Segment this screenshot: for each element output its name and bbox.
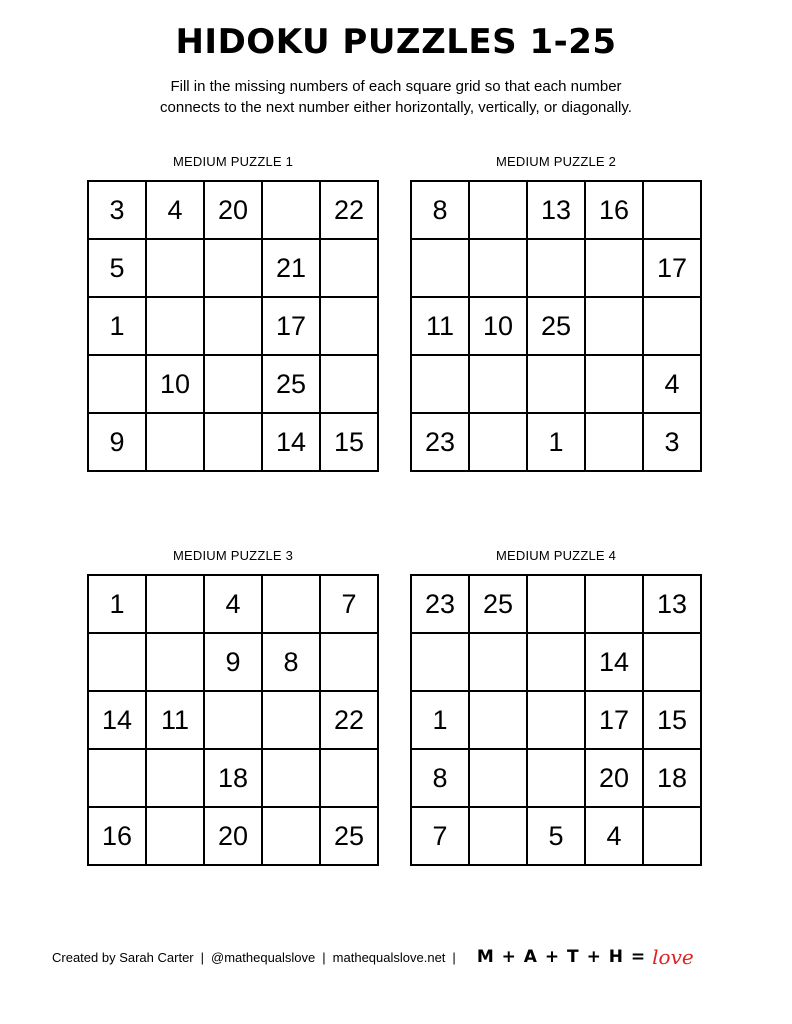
grid-cell bbox=[469, 807, 527, 865]
grid-cell: 5 bbox=[88, 239, 146, 297]
grid-cell: 8 bbox=[411, 181, 469, 239]
grid-cell: 3 bbox=[88, 181, 146, 239]
grid-cell: 10 bbox=[469, 297, 527, 355]
grid-cell: 20 bbox=[204, 181, 262, 239]
grid-cell bbox=[469, 749, 527, 807]
grid-cell: 14 bbox=[262, 413, 320, 471]
grid-cell: 18 bbox=[204, 749, 262, 807]
instructions bbox=[0, 76, 792, 118]
footer-handle: @mathequalslove bbox=[211, 949, 316, 965]
grid-cell bbox=[204, 413, 262, 471]
grid-cell: 13 bbox=[643, 575, 701, 633]
grid-cell bbox=[643, 807, 701, 865]
grid-cell: 20 bbox=[204, 807, 262, 865]
grid-cell bbox=[411, 633, 469, 691]
grid-cell bbox=[469, 181, 527, 239]
grid-cell bbox=[204, 691, 262, 749]
grid-cell: 14 bbox=[585, 633, 643, 691]
grid-cell: 22 bbox=[320, 691, 378, 749]
grid-cell bbox=[146, 749, 204, 807]
grid-cell bbox=[643, 633, 701, 691]
grid-cell bbox=[88, 633, 146, 691]
grid-cell bbox=[146, 807, 204, 865]
grid-cell bbox=[585, 297, 643, 355]
grid-cell bbox=[146, 297, 204, 355]
grid-cell bbox=[469, 633, 527, 691]
grid-cell: 9 bbox=[88, 413, 146, 471]
grid-cell: 1 bbox=[527, 413, 585, 471]
grid-cell: 17 bbox=[262, 297, 320, 355]
grid-cell bbox=[88, 355, 146, 413]
puzzle-label: MEDIUM PUZZLE 2 bbox=[495, 154, 616, 169]
grid-cell bbox=[262, 575, 320, 633]
grid-cell bbox=[146, 239, 204, 297]
grid-cell bbox=[585, 239, 643, 297]
grid-cell bbox=[320, 633, 378, 691]
footer-separator: | bbox=[200, 949, 205, 965]
puzzle-grid bbox=[87, 180, 379, 472]
grid-cell bbox=[262, 181, 320, 239]
grid-cell: 9 bbox=[204, 633, 262, 691]
grid-cell bbox=[469, 239, 527, 297]
puzzle-label: MEDIUM PUZZLE 1 bbox=[172, 154, 293, 169]
grid-cell: 23 bbox=[411, 575, 469, 633]
grid-cell: 1 bbox=[411, 691, 469, 749]
grid-cell: 18 bbox=[643, 749, 701, 807]
puzzle-2 bbox=[410, 154, 702, 472]
grid-cell bbox=[585, 575, 643, 633]
puzzle-3 bbox=[87, 548, 379, 866]
grid-cell: 8 bbox=[411, 749, 469, 807]
grid-cell bbox=[204, 239, 262, 297]
grid-cell bbox=[585, 355, 643, 413]
page-title: HIDOKU PUZZLES 1-25 bbox=[175, 22, 617, 62]
grid-cell bbox=[469, 355, 527, 413]
grid-cell bbox=[204, 355, 262, 413]
puzzle-grid bbox=[410, 574, 702, 866]
grid-cell: 11 bbox=[146, 691, 204, 749]
grid-cell: 25 bbox=[320, 807, 378, 865]
instructions-line-1: Fill in the missing numbers of each square grid so that each number bbox=[170, 78, 622, 95]
grid-cell bbox=[585, 413, 643, 471]
grid-cell bbox=[527, 633, 585, 691]
grid-cell bbox=[262, 807, 320, 865]
grid-cell: 5 bbox=[527, 807, 585, 865]
grid-cell: 21 bbox=[262, 239, 320, 297]
grid-cell bbox=[643, 181, 701, 239]
grid-cell bbox=[320, 239, 378, 297]
footer-website: mathequalslove.net bbox=[332, 949, 446, 965]
puzzle-grid bbox=[410, 180, 702, 472]
brand-love-logo: love bbox=[652, 945, 694, 969]
grid-cell bbox=[262, 691, 320, 749]
grid-cell bbox=[204, 297, 262, 355]
grid-cell: 4 bbox=[146, 181, 204, 239]
grid-cell: 4 bbox=[585, 807, 643, 865]
grid-cell bbox=[527, 239, 585, 297]
grid-cell: 25 bbox=[527, 297, 585, 355]
grid-cell bbox=[527, 355, 585, 413]
grid-cell: 11 bbox=[411, 297, 469, 355]
grid-cell bbox=[411, 239, 469, 297]
grid-cell bbox=[320, 749, 378, 807]
grid-cell: 14 bbox=[88, 691, 146, 749]
puzzle-1 bbox=[87, 154, 379, 472]
grid-cell bbox=[527, 575, 585, 633]
grid-cell: 1 bbox=[88, 575, 146, 633]
instructions-line-2: connects to the next number either horizontally, vertically, or diagonally. bbox=[160, 99, 632, 116]
footer-separator: | bbox=[322, 949, 326, 965]
grid-cell bbox=[320, 355, 378, 413]
grid-cell bbox=[146, 575, 204, 633]
brand-logo: M + A + T + H = bbox=[476, 947, 647, 967]
grid-cell bbox=[88, 749, 146, 807]
grid-cell: 17 bbox=[585, 691, 643, 749]
grid-cell bbox=[146, 633, 204, 691]
puzzle-label: MEDIUM PUZZLE 3 bbox=[172, 548, 293, 563]
grid-cell: 13 bbox=[527, 181, 585, 239]
grid-cell bbox=[320, 297, 378, 355]
puzzle-grid bbox=[87, 574, 379, 866]
grid-cell: 20 bbox=[585, 749, 643, 807]
grid-cell: 16 bbox=[88, 807, 146, 865]
grid-cell: 7 bbox=[411, 807, 469, 865]
grid-cell bbox=[469, 691, 527, 749]
footer-separator: | bbox=[452, 949, 456, 965]
puzzle-4 bbox=[410, 548, 702, 866]
grid-cell: 8 bbox=[262, 633, 320, 691]
grid-cell bbox=[527, 691, 585, 749]
grid-cell: 22 bbox=[320, 181, 378, 239]
grid-cell bbox=[146, 413, 204, 471]
grid-cell: 16 bbox=[585, 181, 643, 239]
puzzle-label: MEDIUM PUZZLE 4 bbox=[495, 548, 616, 563]
grid-cell: 25 bbox=[469, 575, 527, 633]
grid-cell: 4 bbox=[643, 355, 701, 413]
grid-cell: 4 bbox=[204, 575, 262, 633]
grid-cell: 17 bbox=[643, 239, 701, 297]
grid-cell bbox=[262, 749, 320, 807]
grid-cell: 7 bbox=[320, 575, 378, 633]
grid-cell: 25 bbox=[262, 355, 320, 413]
grid-cell: 10 bbox=[146, 355, 204, 413]
grid-cell bbox=[527, 749, 585, 807]
footer bbox=[52, 943, 752, 971]
grid-cell bbox=[643, 297, 701, 355]
grid-cell: 3 bbox=[643, 413, 701, 471]
grid-cell bbox=[411, 355, 469, 413]
grid-cell: 23 bbox=[411, 413, 469, 471]
grid-cell: 1 bbox=[88, 297, 146, 355]
footer-creator: Created by Sarah Carter bbox=[52, 949, 194, 965]
grid-cell: 15 bbox=[320, 413, 378, 471]
grid-cell: 15 bbox=[643, 691, 701, 749]
grid-cell bbox=[469, 413, 527, 471]
